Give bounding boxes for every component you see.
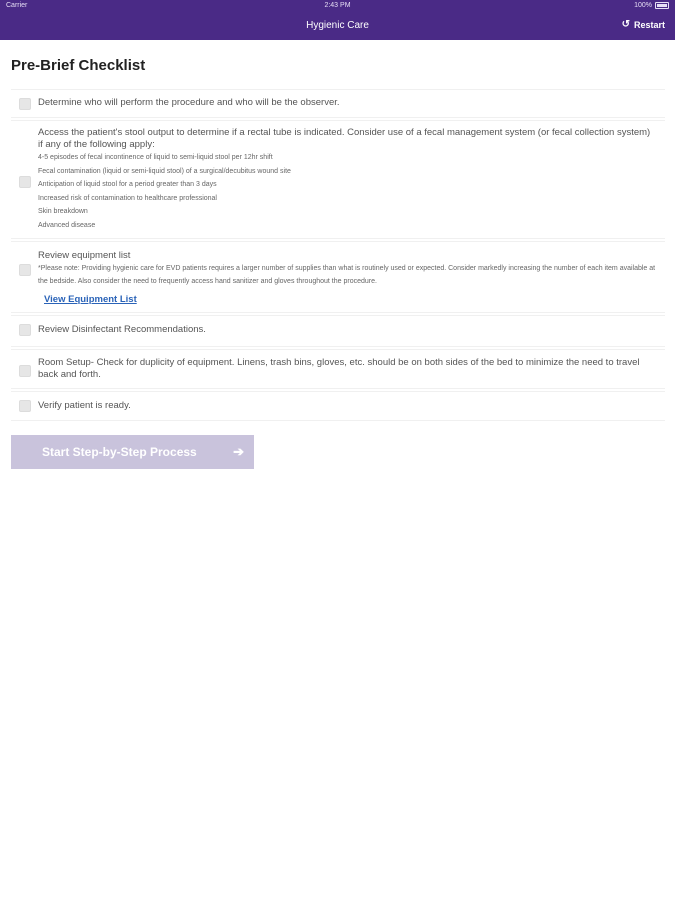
item-label: Review Disinfectant Recommendations. <box>38 324 206 335</box>
checkbox[interactable] <box>19 324 31 336</box>
checklist-item-disinfectant <box>11 315 665 347</box>
checkbox[interactable] <box>19 365 31 377</box>
item-label: Review equipment list <box>38 250 131 261</box>
subitem: Skin breakdown <box>38 208 88 215</box>
start-button-label: Start Step-by-Step Process <box>42 445 197 459</box>
equipment-note: *Please note: Providing hygienic care for EVD patients requires a larger number of supplies than what is routinely used or expected. Consider markedly increasing the number of each item available at the bedside. Also consider the need to frequently access hand sanitizer and gloves throughout the procedure. <box>38 265 656 285</box>
arrow-right-icon: ➔ <box>233 444 244 459</box>
carrier-label: Carrier <box>6 2 28 9</box>
checklist-item-stool-output <box>11 120 665 239</box>
status-bar <box>0 0 675 12</box>
checkbox[interactable] <box>19 264 31 276</box>
start-process-button[interactable] <box>11 435 254 469</box>
subitem: Anticipation of liquid stool for a period greater than 3 days <box>38 181 217 188</box>
checkbox[interactable] <box>19 400 31 412</box>
item-label: Access the patient's stool output to determine if a rectal tube is indicated. Consider use of a fecal management system (or fecal collection system) if any of the following apply: <box>38 127 651 150</box>
checkbox[interactable] <box>19 176 31 188</box>
subitem: Increased risk of contamination to healthcare professional <box>38 194 217 202</box>
navigation-bar <box>0 12 675 40</box>
item-label: Room Setup- Check for duplicity of equipment. Linens, trash bins, gloves, etc. should be on both sides of the bed to minimize the need to travel back and forth. <box>38 357 640 380</box>
checklist-item-observer <box>11 89 665 118</box>
restart-icon: ↺ <box>621 19 630 30</box>
item-label: Verify patient is ready. <box>38 400 131 411</box>
battery-percent: 100% <box>634 2 652 9</box>
restart-label: Restart <box>633 20 665 30</box>
battery-icon <box>655 2 669 9</box>
item-label: Determine who will perform the procedure and who will be the observer. <box>38 97 340 108</box>
subitem: 4-5 episodes of fecal incontinence of liquid to semi-liquid stool per 12hr shift <box>38 154 273 161</box>
page-title: Pre-Brief Checklist <box>11 57 146 74</box>
checklist-item-room-setup <box>11 349 665 389</box>
status-time: 2:43 PM <box>324 2 351 9</box>
checklist-item-verify <box>11 391 665 421</box>
nav-title: Hygienic Care <box>306 20 369 31</box>
subitem: Fecal contamination (liquid or semi-liquid stool) of a surgical/decubitus wound site <box>38 167 291 175</box>
battery-indicator <box>634 2 669 9</box>
checklist <box>11 89 665 423</box>
view-equipment-list-link[interactable]: View Equipment List <box>44 294 137 305</box>
checkbox[interactable] <box>19 98 31 110</box>
restart-button[interactable] <box>622 20 665 30</box>
subitem: Advanced disease <box>38 221 96 229</box>
